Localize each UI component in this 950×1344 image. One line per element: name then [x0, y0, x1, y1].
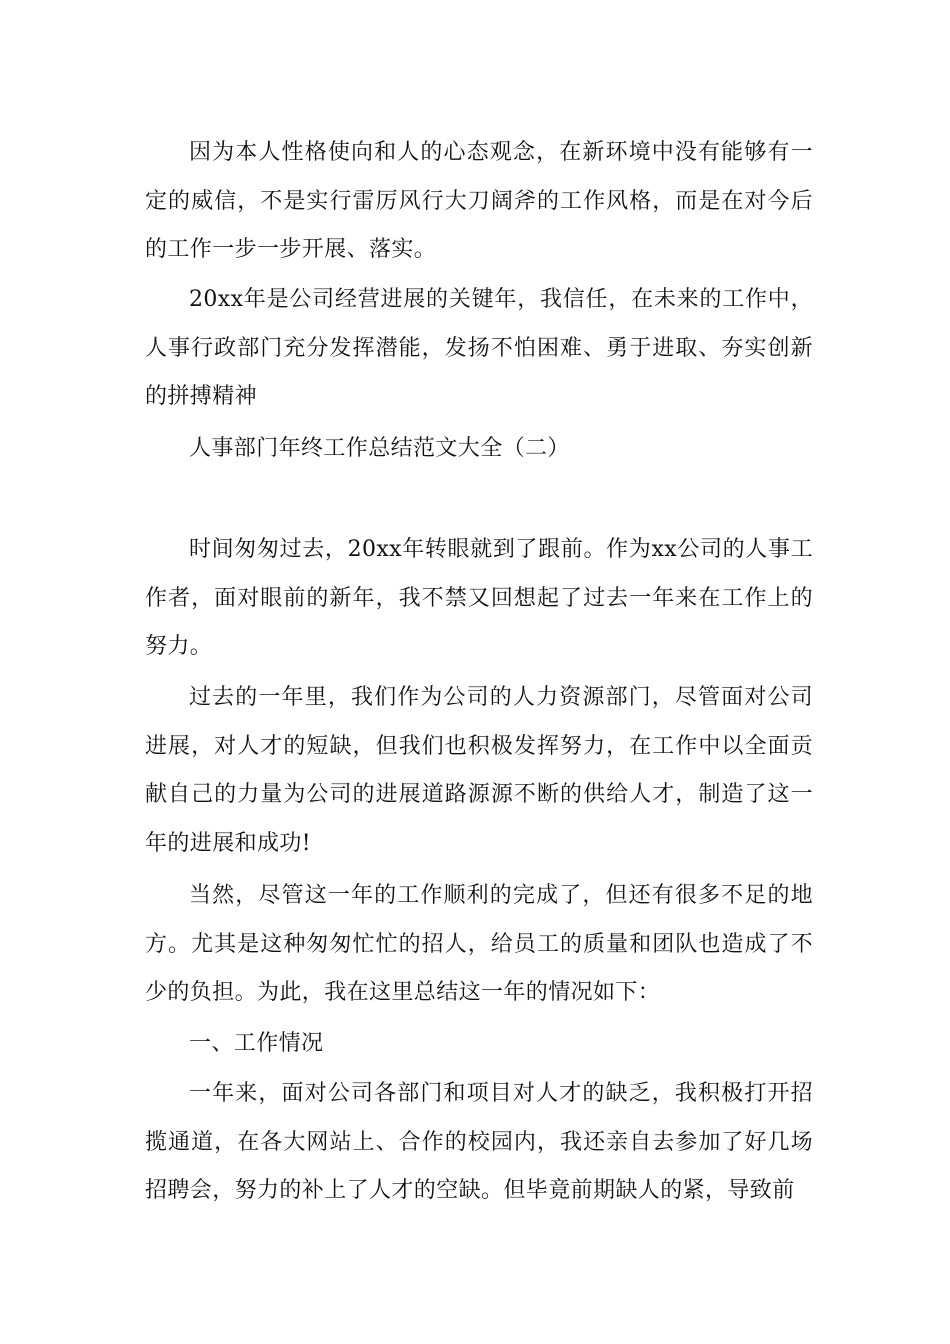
paragraph-4: 过去的一年里，我们作为公司的人力资源部门，尽管面对公司进展，对人才的短缺，但我们也积极发挥努力，在工作中以全面贡献自己的力量为公司的进展道路源源不断的供给人才，制造了这一年的进展和成功!	[145, 685, 813, 856]
paragraph-2: 20xx年是公司经营进展的关键年，我信任，在未来的工作中，人事行政部门充分发挥潜能，发扬不怕困难、勇于进取、夯实创新的拼搏精神	[145, 287, 813, 409]
paragraph-5: 当然，尽管这一年的工作顺利的完成了，但还有很多不足的地方。尤其是这种匆匆忙忙的招人，给员工的质量和团队也造成了不少的负担。为此，我在这里总结这一年的情况如下：	[145, 883, 813, 1005]
paragraph-3: 时间匆匆过去，20xx年转眼就到了跟前。作为xx公司的人事工作者，面对眼前的新年，我不禁又回想起了过去一年来在工作上的努力。	[145, 537, 813, 659]
paragraph-1: 因为本人性格使向和人的心态观念，在新环境中没有能够有一定的威信，不是实行雷厉风行大刀阔斧的工作风格，而是在对今后的工作一步一步开展、落实。	[145, 140, 813, 262]
section-title: 人事部门年终工作总结范文大全（二）	[189, 436, 570, 461]
subheading: 一、工作情况	[189, 1031, 324, 1056]
paragraph-6: 一年来，面对公司各部门和项目对人才的缺乏，我积极打开招揽通道，在各大网站上、合作的校园内，我还亲自去参加了好几场招聘会，努力的补上了人才的空缺。但毕竟前期缺人的紧，导致前	[145, 1081, 813, 1203]
